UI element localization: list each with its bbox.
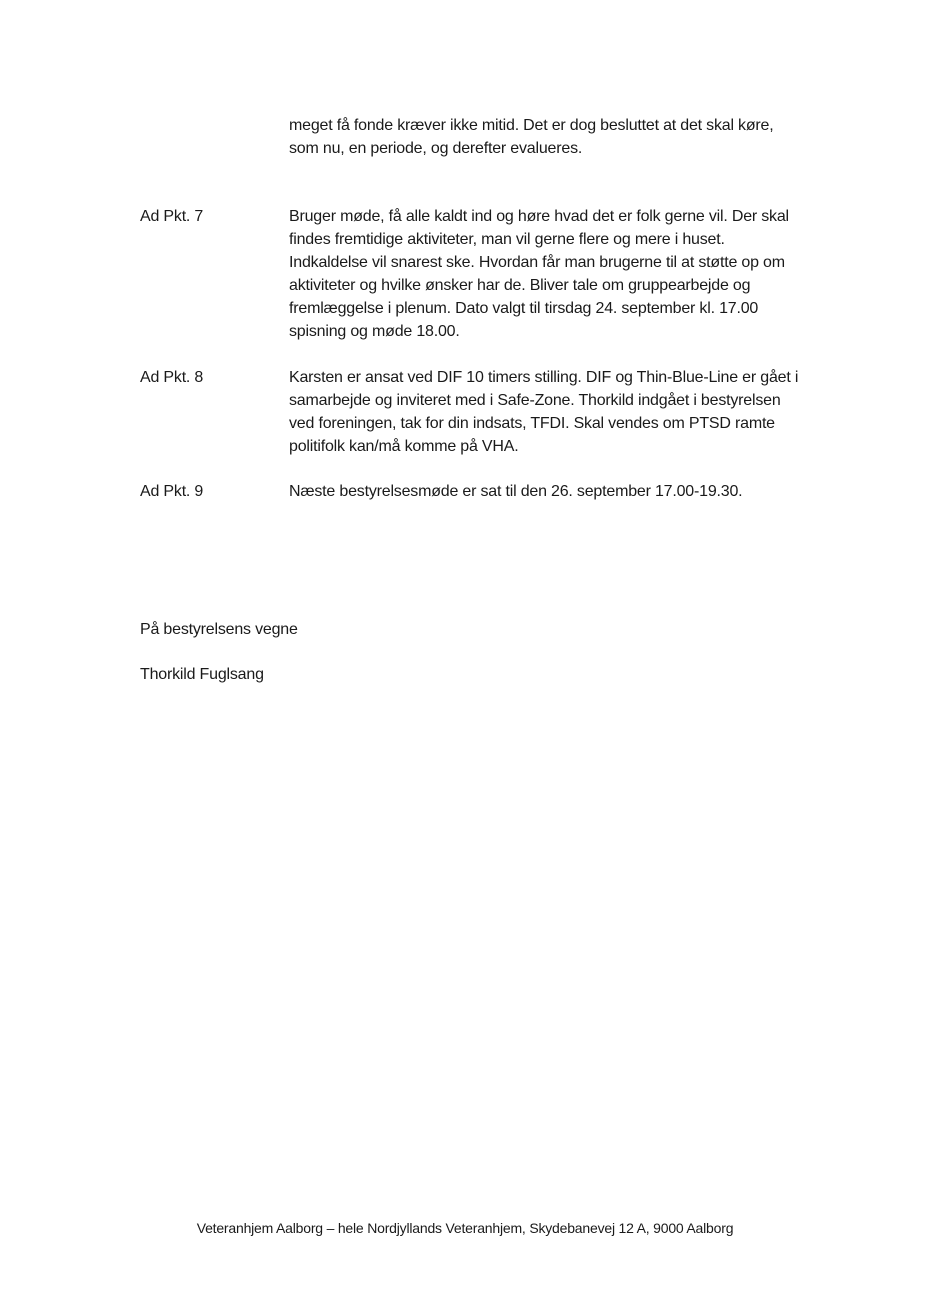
text-line: politifolk kan/må komme på VHA. <box>289 438 519 455</box>
text-line: som nu, en periode, og derefter evalueres. <box>289 140 583 157</box>
agenda-item-label: Ad Pkt. 8 <box>140 369 204 386</box>
text-line: ved foreningen, tak for din indsats, TFDI. Skal vendes om PTSD ramte <box>289 415 775 432</box>
agenda-item-label: Ad Pkt. 7 <box>140 208 204 225</box>
agenda-item-body <box>289 205 849 343</box>
text-line: aktiviteter og hvilke ønsker har de. Bliver tale om gruppearbejde og <box>289 277 751 294</box>
text-line: meget få fonde kræver ikke mitid. Det er dog besluttet at det skal køre, <box>289 117 774 134</box>
text-line: samarbejde og inviteret med i Safe-Zone. Thorkild indgået i bestyrelsen <box>289 392 781 409</box>
footer-text: Veteranhjem Aalborg – hele Nordjyllands Veteranhjem, Skydebanevej 12 A, 9000 Aalborg <box>196 1220 734 1236</box>
agenda-item-body <box>289 366 849 458</box>
signature-name: Thorkild Fuglsang <box>140 666 264 683</box>
text-line: Næste bestyrelsesmøde er sat til den 26. september 17.00-19.30. <box>289 483 743 500</box>
signature-on-behalf: På bestyrelsens vegne <box>140 621 298 638</box>
text-line: Bruger møde, få alle kaldt ind og høre hvad det er folk gerne vil. Der skal <box>289 208 789 225</box>
text-line: Karsten er ansat ved DIF 10 timers stilling. DIF og Thin-Blue-Line er gået i <box>289 369 799 386</box>
page-footer <box>0 1218 930 1238</box>
text-line: fremlæggelse i plenum. Dato valgt til tirsdag 24. september kl. 17.00 <box>289 300 759 317</box>
continued-paragraph <box>289 114 849 160</box>
text-line: spisning og møde 18.00. <box>289 323 460 340</box>
agenda-item-body <box>289 480 849 503</box>
agenda-item-label: Ad Pkt. 9 <box>140 483 204 500</box>
text-line: findes fremtidige aktiviteter, man vil gerne flere og mere i huset. <box>289 231 725 248</box>
text-line: Indkaldelse vil snarest ske. Hvordan får man brugerne til at støtte op om <box>289 254 785 271</box>
